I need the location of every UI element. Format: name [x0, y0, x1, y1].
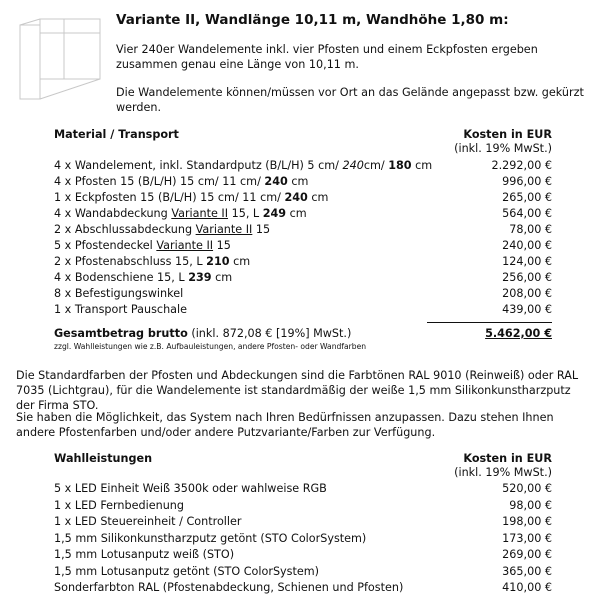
option-row — [54, 481, 552, 497]
material-row — [54, 190, 552, 206]
dimension-value: 239 — [188, 271, 212, 284]
dimension-value: 210 — [206, 255, 230, 268]
material-row-label — [54, 270, 232, 286]
material-row-label — [54, 174, 308, 190]
material-row — [54, 286, 552, 302]
total-label: Gesamtbetrag brutto — [54, 327, 188, 340]
material-row — [54, 158, 552, 174]
option-row — [54, 498, 552, 514]
material-row-label — [54, 254, 250, 270]
label-text: 15, L — [228, 207, 263, 220]
intro-paragraph: Vier 240er Wandelemente inkl. vier Pfosten und einem Eckpfosten ergeben zusammen genau eine Länge von 10,11 m. — [116, 43, 538, 71]
label-text: 4 x Wandabdeckung — [54, 207, 172, 220]
option-row-price: 198,00 € — [502, 515, 552, 528]
material-row-price: 439,00 € — [502, 303, 552, 316]
material-row-price: 2.292,00 € — [491, 159, 552, 172]
option-row-price: 365,00 € — [502, 564, 552, 578]
label-text: 15 — [213, 239, 231, 252]
material-row — [54, 174, 552, 190]
material-row-price: 78,00 € — [509, 223, 552, 236]
material-row-label — [54, 286, 183, 302]
option-row-label: Sonderfarbton RAL (Pfostenabdeckung, Schienen und Pfosten) — [54, 581, 404, 594]
option-row-label: 1 x LED Fernbedienung — [54, 498, 184, 512]
option-row — [54, 514, 552, 530]
sum-divider — [427, 322, 552, 323]
total-note: (inkl. 872,08 € [19%] MwSt.) — [187, 327, 352, 340]
label-text: 5 x Pfostendeckel — [54, 239, 157, 252]
material-row — [54, 270, 552, 286]
options-cost-header: Kosten in EUR — [463, 452, 552, 465]
variant-link: Variante II — [171, 207, 229, 220]
option-row — [54, 531, 552, 547]
option-row-label: 5 x LED Einheit Weiß 3500k oder wahlweise RGB — [54, 482, 327, 495]
dimension-value: 240 — [342, 159, 364, 172]
label-text: 1 x Transport Pauschale — [54, 303, 188, 316]
material-row-label — [54, 222, 270, 238]
material-row-label — [54, 238, 231, 254]
intro-paragraph: Die Wandelemente können/müssen vor Ort an das Gelände angepasst bzw. gekürzt werden. — [116, 86, 584, 114]
material-row — [54, 238, 552, 254]
option-row-label: 1 x LED Steuereinheit / Controller — [54, 515, 242, 528]
material-row-price: 564,00 € — [502, 207, 552, 220]
option-row-price: 173,00 € — [502, 531, 552, 545]
option-row-price: 269,00 € — [502, 548, 552, 561]
material-row-price: 996,00 € — [502, 175, 552, 188]
material-row — [54, 206, 552, 222]
cost-header-sub: (inkl. 19% MwSt.) — [454, 142, 552, 155]
label-text: 4 x Bodenschiene 15, L — [54, 271, 189, 284]
option-row — [54, 580, 552, 596]
intro-text — [116, 42, 591, 128]
material-row — [54, 254, 552, 270]
cost-header: Kosten in EUR — [463, 128, 552, 141]
dimension-value: 240 — [284, 191, 308, 204]
dimension-value: 180 — [388, 159, 412, 172]
label-text: 2 x Pfostenabschluss 15, L — [54, 255, 207, 268]
variant-link: Variante II — [156, 239, 214, 252]
wall-sketch-image — [4, 3, 104, 103]
label-text: 4 x Wandelement, inkl. Standardputz (B/L/H) 5 cm/ — [54, 159, 343, 172]
dimension-value: 240 — [264, 175, 288, 188]
label-text: cm/ — [363, 159, 389, 172]
label-text: 2 x Abschlussabdeckung — [54, 223, 196, 236]
page-title: Variante II, Wandlänge 10,11 m, Wandhöhe 1,80 m: — [116, 12, 509, 28]
options-cost-header-sub: (inkl. 19% MwSt.) — [454, 466, 552, 479]
label-text: cm — [411, 159, 433, 172]
option-row-price: 98,00 € — [509, 498, 552, 512]
option-row-label: 1,5 mm Silikonkunstharzputz getönt (STO ColorSystem) — [54, 531, 367, 545]
option-row-price: 410,00 € — [502, 581, 552, 594]
label-text: 1 x Eckpfosten 15 (B/L/H) 15 cm/ 11 cm/ — [54, 191, 285, 204]
material-row-price: 208,00 € — [502, 287, 552, 300]
dimension-value: 249 — [262, 207, 287, 220]
options-paragraph: Sie haben die Möglichkeit, das System nach Ihren Bedürfnissen anzupassen. Dazu stehen Ihnen andere Pfostenfarben und/oder andere Putzvariante/Farben zur Verfügung. — [16, 411, 554, 439]
label-text: cm — [286, 207, 307, 220]
material-row-price: 256,00 € — [502, 271, 552, 284]
material-row-label — [54, 158, 432, 174]
label-text: 4 x Pfosten 15 (B/L/H) 15 cm/ 11 cm/ — [54, 175, 265, 188]
material-row — [54, 302, 552, 318]
option-row-price: 520,00 € — [502, 482, 552, 495]
material-header: Material / Transport — [54, 128, 179, 141]
footnote: zzgl. Wahlleistungen wie z.B. Aufbauleistungen, andere Pfosten- oder Wandfarben — [54, 342, 367, 351]
option-row — [54, 564, 552, 580]
label-text: cm — [211, 271, 233, 284]
label-text: 15 — [252, 223, 271, 236]
option-row-label: 1,5 mm Lotusanputz weiß (STO) — [54, 548, 235, 561]
material-row — [54, 222, 552, 238]
option-row-label: 1,5 mm Lotusanputz getönt (STO ColorSystem) — [54, 564, 320, 578]
colors-paragraph: Die Standardfarben der Pfosten und Abdeckungen sind die Farbtönen RAL 9010 (Reinweiß) oder RAL 7035 (Lichtgrau), für die Wandelemente ist standardmäßig der weiße 1,5 mm Silikonkunstharzputz der Firma STO. — [16, 369, 579, 412]
label-text: cm — [307, 191, 329, 204]
option-row — [54, 547, 552, 563]
total-row — [54, 326, 552, 342]
material-row-label — [54, 206, 307, 222]
label-text: cm — [229, 255, 251, 268]
material-row-label — [54, 302, 187, 318]
label-text: cm — [287, 175, 309, 188]
material-row-price: 124,00 € — [502, 255, 552, 268]
material-row-price: 240,00 € — [502, 239, 552, 252]
label-text: 8 x Befestigungswinkel — [54, 287, 184, 300]
material-row-label — [54, 190, 328, 206]
total-price: 5.462,00 € — [485, 327, 552, 340]
variant-link: Variante II — [195, 223, 253, 236]
options-header: Wahlleistungen — [54, 452, 153, 465]
material-row-price: 265,00 € — [502, 191, 552, 204]
